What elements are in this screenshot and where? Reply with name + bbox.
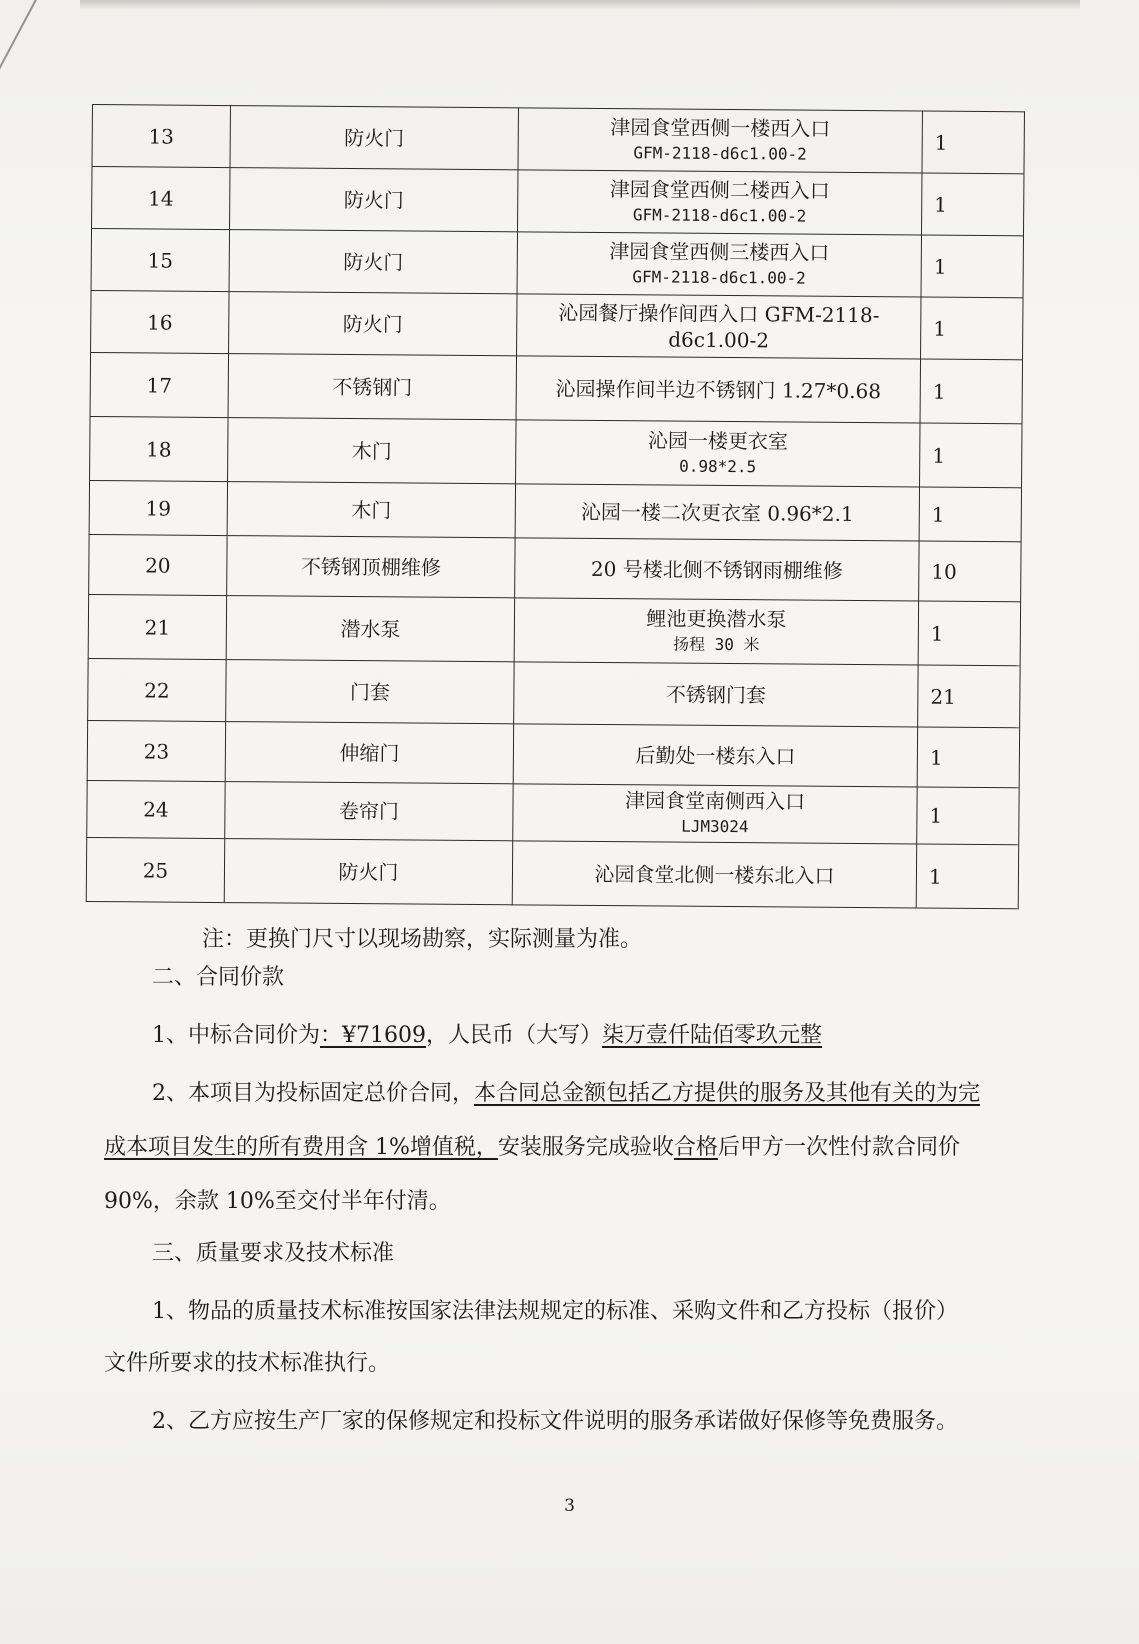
item-quantity: 1 bbox=[917, 787, 1019, 845]
contract-total-underlined: 本合同总金额包括乙方提供的服务及其他有关的为完 bbox=[474, 1081, 981, 1106]
location-line: 20 号楼北侧不锈钢雨棚维修 bbox=[590, 556, 843, 583]
item-name: 防火门 bbox=[229, 230, 517, 294]
item-location-spec bbox=[515, 538, 919, 601]
row-number: 19 bbox=[89, 480, 227, 535]
table-row bbox=[89, 480, 1021, 541]
item-name: 木门 bbox=[227, 482, 515, 538]
location-line: 沁园食堂北侧一楼东北入口 bbox=[594, 861, 835, 888]
vat-underlined: 成本项目发生的所有费用含 1%增值税， bbox=[104, 1135, 498, 1160]
page-number: 3 bbox=[564, 1496, 575, 1516]
row-number: 17 bbox=[90, 352, 228, 417]
item-name: 防火门 bbox=[230, 168, 518, 232]
payment-text: 后甲方一次性付款合同价 bbox=[717, 1135, 960, 1160]
table-row bbox=[88, 658, 1020, 727]
row-number: 14 bbox=[92, 167, 230, 230]
item-quantity: 1 bbox=[922, 111, 1024, 174]
item-name: 卷帘门 bbox=[225, 782, 513, 841]
contract-price-paragraph bbox=[152, 1020, 1052, 1052]
price-label: 1、中标合同价为 bbox=[152, 1023, 320, 1048]
location-line: 沁园操作间半边不锈钢门 1.27*0.68 bbox=[555, 376, 882, 403]
location-line: 鲤池更换潜水泵 bbox=[646, 605, 787, 631]
table-row bbox=[92, 105, 1024, 174]
items-table bbox=[86, 104, 1025, 909]
item-name: 木门 bbox=[228, 418, 516, 484]
price-words-label: ，人民币（大写） bbox=[425, 1023, 602, 1048]
contract-terms-line-1 bbox=[152, 1078, 992, 1110]
item-location-spec bbox=[512, 841, 916, 908]
row-number: 24 bbox=[87, 780, 225, 838]
spec-line: GFM-2118-d6c1.00-2 bbox=[633, 142, 807, 164]
table-row bbox=[89, 534, 1021, 601]
scan-shadow bbox=[80, 0, 1080, 10]
acceptance-text: 安装服务完成验收 bbox=[497, 1135, 674, 1160]
item-quantity: 1 bbox=[917, 727, 1019, 788]
item-quantity: 1 bbox=[919, 487, 1021, 542]
quality-standard-line-2: 文件所要求的技术标准执行。 bbox=[104, 1351, 391, 1376]
spec-line: LJM3024 bbox=[681, 816, 749, 837]
item-location-spec bbox=[513, 724, 917, 787]
table-row bbox=[88, 594, 1020, 665]
table-row bbox=[90, 352, 1022, 423]
item-location-spec bbox=[516, 356, 920, 423]
item-location-spec bbox=[518, 108, 922, 173]
table-row bbox=[90, 416, 1022, 487]
location-line: 沁园餐厅操作间西入口 GFM-2118-d6c1.00-2 bbox=[558, 300, 880, 352]
item-name: 伸缩门 bbox=[225, 722, 513, 784]
row-number: 22 bbox=[88, 658, 226, 721]
warranty-paragraph: 2、乙方应按生产厂家的保修规定和投标文件说明的服务承诺做好保修等免费服务。 bbox=[152, 1409, 958, 1434]
price-amount: ：¥71609 bbox=[320, 1023, 426, 1048]
table-row bbox=[87, 720, 1019, 787]
location-line: 不锈钢门套 bbox=[665, 682, 766, 707]
item-name: 不锈钢顶棚维修 bbox=[227, 536, 515, 598]
item-quantity: 1 bbox=[920, 423, 1022, 488]
spec-line: GFM-2118-d6c1.00-2 bbox=[632, 204, 807, 226]
item-location-spec bbox=[515, 484, 919, 541]
item-name: 潜水泵 bbox=[226, 596, 514, 662]
location-line: 后勤处一楼东入口 bbox=[635, 742, 796, 769]
item-location-spec bbox=[517, 232, 921, 297]
item-name: 不锈钢门 bbox=[228, 354, 516, 420]
table-row bbox=[87, 780, 1019, 844]
item-quantity: 1 bbox=[920, 359, 1022, 424]
row-number: 20 bbox=[89, 534, 227, 595]
item-name: 防火门 bbox=[230, 106, 518, 170]
contract-terms-line-3: 90%，余款 10%至交付半年付清。 bbox=[104, 1189, 451, 1214]
table-note: 注：更换门尺寸以现场勘察，实际测量为准。 bbox=[202, 927, 643, 952]
item-location-spec bbox=[514, 598, 918, 665]
fold-mark bbox=[0, 0, 42, 181]
quality-standard-line-1: 1、物品的质量技术标准按国家法律法规规定的标准、采购文件和乙方投标（报价） bbox=[152, 1299, 958, 1324]
item-quantity: 1 bbox=[918, 601, 1020, 666]
item-quantity: 10 bbox=[919, 541, 1021, 602]
row-number: 13 bbox=[92, 105, 230, 168]
spec-line: GFM-2118-d6c1.00-2 bbox=[632, 266, 806, 288]
qualified-underlined: 合格 bbox=[673, 1135, 718, 1160]
item-location-spec bbox=[516, 420, 920, 487]
row-number: 25 bbox=[86, 837, 224, 902]
item-name: 防火门 bbox=[229, 292, 517, 356]
row-number: 16 bbox=[91, 290, 229, 353]
location-line: 沁园一楼更衣室 bbox=[647, 427, 788, 453]
item-location-spec bbox=[514, 662, 918, 727]
item-name: 防火门 bbox=[224, 839, 512, 905]
location-line: 沁园一楼二次更衣室 0.96*2.1 bbox=[580, 499, 854, 526]
table-row bbox=[92, 167, 1024, 236]
row-number: 15 bbox=[91, 229, 229, 292]
location-line: 津园食堂南侧西入口 bbox=[624, 788, 806, 814]
item-name: 门套 bbox=[226, 660, 514, 724]
location-line: 津园食堂西侧二楼西入口 bbox=[609, 176, 830, 203]
item-quantity: 21 bbox=[918, 665, 1020, 728]
item-location-spec bbox=[518, 170, 922, 235]
table-row bbox=[91, 290, 1023, 359]
table-row bbox=[91, 229, 1023, 298]
item-quantity: 1 bbox=[921, 297, 1023, 360]
items-table-body bbox=[86, 105, 1024, 909]
row-number: 21 bbox=[88, 594, 226, 659]
contract-terms-line-2 bbox=[104, 1132, 1004, 1164]
row-number: 23 bbox=[87, 720, 225, 781]
item-quantity: 1 bbox=[921, 235, 1023, 298]
item-location-spec bbox=[513, 784, 917, 844]
location-line: 津园食堂西侧一楼西入口 bbox=[610, 114, 831, 141]
spec-line: 0.98*2.5 bbox=[679, 456, 757, 476]
contract-type-text: 2、本项目为投标固定总价合同， bbox=[152, 1081, 474, 1106]
spec-line: 扬程 30 米 bbox=[672, 634, 760, 654]
item-quantity: 1 bbox=[921, 173, 1023, 236]
section-2-heading: 二、合同价款 bbox=[152, 965, 285, 990]
table-row bbox=[86, 837, 1018, 908]
price-in-words: 柒万壹仟陆佰零玖元整 bbox=[602, 1023, 823, 1048]
item-location-spec bbox=[517, 294, 921, 359]
row-number: 18 bbox=[90, 416, 228, 481]
section-3-heading: 三、质量要求及技术标准 bbox=[152, 1241, 395, 1266]
location-line: 津园食堂西侧三楼西入口 bbox=[609, 238, 830, 265]
item-quantity: 1 bbox=[916, 844, 1018, 909]
